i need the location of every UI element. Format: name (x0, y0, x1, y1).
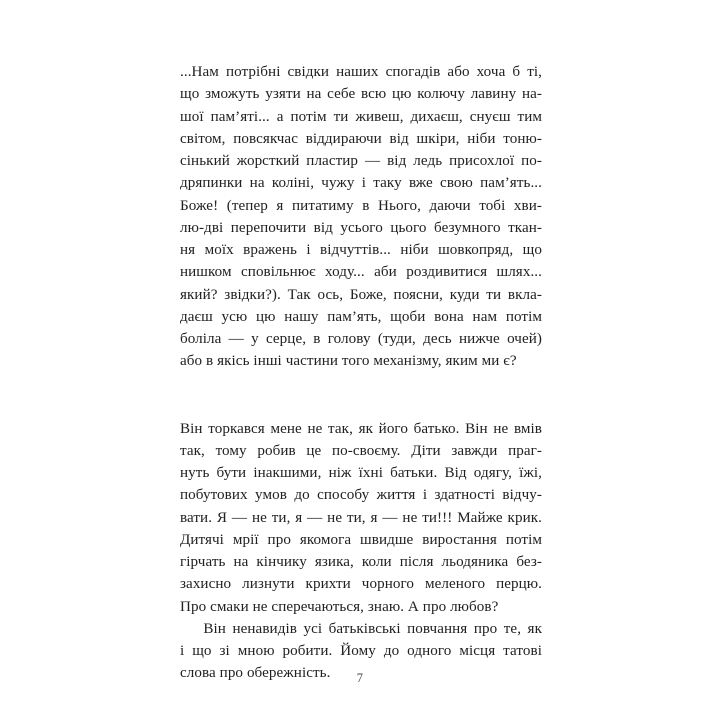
text-line: Він ненавидів усі батьківські повчання про те, як (203, 620, 542, 637)
paragraph-block-1 (180, 61, 542, 373)
text-line: нишком сповільнює ходу... аби роздивитися шлях... (180, 264, 542, 281)
text-line: дряпинки на коліні, чужу і таку вже свою пам’ять... (180, 175, 542, 192)
text-line: так, тому робив це по-своєму. Діти завжди праг- (180, 442, 542, 459)
page-number: 7 (356, 671, 364, 685)
text-line: шої пам’яті... а потім ти живеш, дихаєш, снуєш тим (180, 108, 542, 125)
text-line: і що зі мною робити. Йому до одного місця татові (180, 643, 542, 659)
paragraph (180, 61, 542, 373)
paragraph (180, 418, 542, 685)
text-line: даєш усю цю нашу пам’ять, щоби вона нам потім (180, 308, 542, 325)
text-column (180, 61, 542, 685)
text-line: світом, повсякчас віддираючи від шкіри, ніби тоню- (180, 130, 542, 147)
text-line: що зможуть узяти на себе всю цю колючу лавину на- (180, 86, 542, 103)
text-line: слова про обережність. (180, 665, 331, 682)
text-line: захисно лизнути крихти чорного меленого перцю. (180, 576, 542, 593)
text-line: гірчать на кінчику язика, коли після льодяника без- (180, 554, 542, 570)
text-line: Боже! (тепер я питатиму в Нього, даючи тобі хви- (180, 197, 542, 214)
text-line: або в якісь інші частини того механізму, яким ми є? (180, 353, 517, 370)
text-line: ...Нам потрібні свідки наших спогадів або хоча б ті, (180, 64, 542, 80)
paragraph-block-2 (180, 418, 542, 685)
text-line: ня моїх вражень і відчуттів... ніби шовкопряд, що (180, 242, 542, 258)
text-line: побутових умов до способу життя і здатності відчу- (180, 487, 542, 504)
text-line: сінький жорсткий пластир — від ледь присохлої по- (180, 153, 542, 169)
text-line: нуть бути інакшими, ніж їхні батьки. Від одягу, їжі, (180, 465, 542, 481)
text-line: Про смаки не сперечаються, знаю. А про любов? (180, 598, 499, 615)
text-line: боліла — у серце, в голову (туди, десь нижче очей) (180, 331, 542, 347)
text-line: Він торкався мене не так, як його батько. Він не вмів (180, 420, 542, 437)
text-line: лю-дві перепочити від усього цього безумного ткан- (180, 219, 542, 236)
text-line: вати. Я — не ти, я — не ти, я — не ти!!! Майже крик. (180, 509, 542, 526)
text-line: який? звідки?). Так ось, Боже, поясни, куди ти вкла- (180, 286, 542, 303)
text-line: Дитячі мрії про якомога швидше виростання потім (180, 531, 542, 548)
